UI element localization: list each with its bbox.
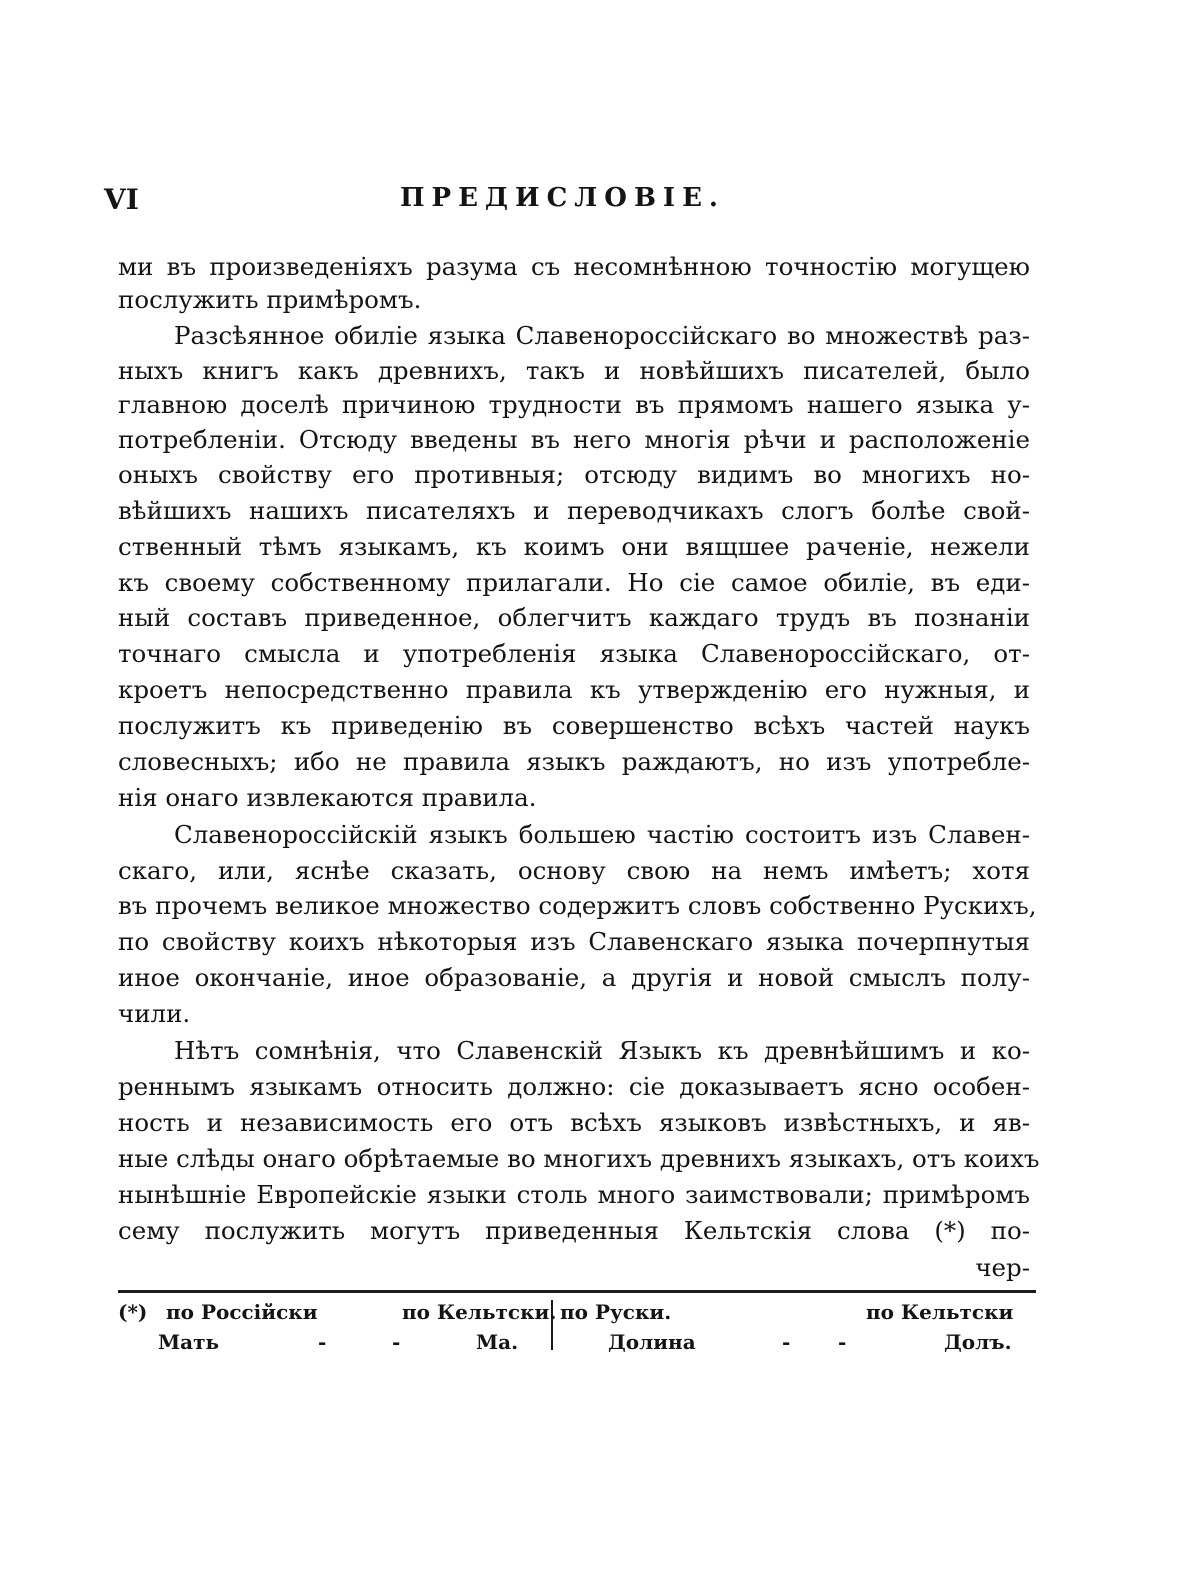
- text-line: иное окончанiе, иное образованiе, а другiя и новой смыслъ полу-: [118, 963, 1030, 992]
- text-line: послужитъ къ приведенiю въ совершенство всѣхъ частей наукъ: [118, 711, 1030, 740]
- text-line: ственный тѣмъ языкамъ, къ коимъ они вящшее раченiе, нежели: [118, 532, 1030, 561]
- footnote-dash: -: [392, 1330, 401, 1354]
- footnote-dash: -: [782, 1330, 791, 1354]
- text-line: Нѣтъ сомнѣнiя, что Славенскiй Языкъ къ древнѣйшимъ и ко-: [174, 1036, 1030, 1065]
- text-line: ность и независимость его отъ всѣхъ языковъ извѣстныхъ, и яв-: [118, 1108, 1030, 1137]
- text-line: въ прочемъ великое множество содержитъ словъ собственно Рускихъ,: [118, 891, 1037, 920]
- text-line: кроетъ непосредственно правила къ утвержденiю его нужныя, и: [118, 675, 1030, 704]
- text-line: скаго, или, яснѣе сказать, основу свою на немъ имѣетъ; хотя: [118, 856, 1030, 885]
- footnote-word-mother: Мать: [158, 1330, 220, 1354]
- text-line: по свойству коихъ нѣкоторыя изъ Славенскаго языка почерпнутыя: [118, 927, 1030, 956]
- text-line: чили.: [118, 999, 191, 1028]
- running-head: ПРЕДИСЛОВІЕ.: [400, 183, 725, 213]
- text-line: вѣйшихъ нашихъ писателяхъ и переводчикахъ слогъ болѣе свой-: [118, 496, 1030, 525]
- catchword: чер-: [975, 1253, 1030, 1282]
- text-line: ный составъ приведенное, облегчитъ каждаго трудъ въ познанiи: [118, 603, 1030, 632]
- footnote-rule: [118, 1290, 1036, 1293]
- text-line: оныхъ свойству его противныя; отсюду видимъ во многихъ но-: [118, 460, 1030, 489]
- footnote-marker: (*): [118, 1300, 148, 1324]
- text-line: реннымъ языкамъ относить должно: сiе доказываетъ ясно особен-: [118, 1072, 1030, 1101]
- text-line: ми въ произведенiяхъ разума съ несомнѣнною точностiю могущею: [118, 252, 1030, 281]
- footnote-heading-celtic-right: по Кельтски: [866, 1300, 1014, 1324]
- footnote-column-divider: [551, 1300, 553, 1350]
- text-line: къ своему собственному прилагали. Но сiе самое обилiе, въ еди-: [118, 568, 1030, 597]
- text-line: сему послужить могутъ приведенныя Кельтскiя слова (*) по-: [118, 1216, 1030, 1245]
- footnote-heading-russian: по Россiйски: [166, 1300, 318, 1324]
- text-line: ные слѣды онаго обрѣтаемые во многихъ древнихъ языкахъ, отъ коихъ: [118, 1144, 1040, 1173]
- text-line: нынѣшнiе Европейскiе языки столь много заимствовали; примѣромъ: [118, 1180, 1030, 1209]
- footnote-heading-rusky: по Руски.: [560, 1300, 672, 1324]
- text-line: словесныхъ; ибо не правила языкъ раждаютъ, но изъ употребле-: [118, 747, 1030, 776]
- footnote-word-dol: Долъ.: [944, 1330, 1012, 1354]
- text-line: ныхъ книгъ какъ древнихъ, такъ и новѣйшихъ писателей, было: [118, 356, 1030, 385]
- text-line: послужить примѣромъ.: [118, 285, 422, 314]
- page-number: VI: [104, 183, 139, 216]
- footnote-dash: -: [318, 1330, 327, 1354]
- text-line: точнаго смысла и употребленiя языка Славенороссiйскаго, от-: [118, 639, 1030, 668]
- text-line: Разсѣянное обилiе языка Славенороссiйскаго во множествѣ раз-: [174, 321, 1030, 350]
- footnote-word-valley: Долина: [608, 1330, 696, 1354]
- text-line: нiя онаго извлекаются правила.: [118, 783, 537, 812]
- text-line: потребленiи. Отсюду введены въ него многiя рѣчи и расположенiе: [118, 425, 1030, 454]
- text-line: главною доселѣ причиною трудности въ прямомъ нашего языка у-: [118, 390, 1030, 419]
- footnote-heading-celtic-left: по Кельтски.: [402, 1300, 557, 1324]
- text-line: Славенороссiйскiй языкъ большею частiю состоитъ изъ Славен-: [174, 820, 1030, 849]
- footnote-word-ma: Ма.: [476, 1330, 519, 1354]
- footnote-dash: -: [838, 1330, 847, 1354]
